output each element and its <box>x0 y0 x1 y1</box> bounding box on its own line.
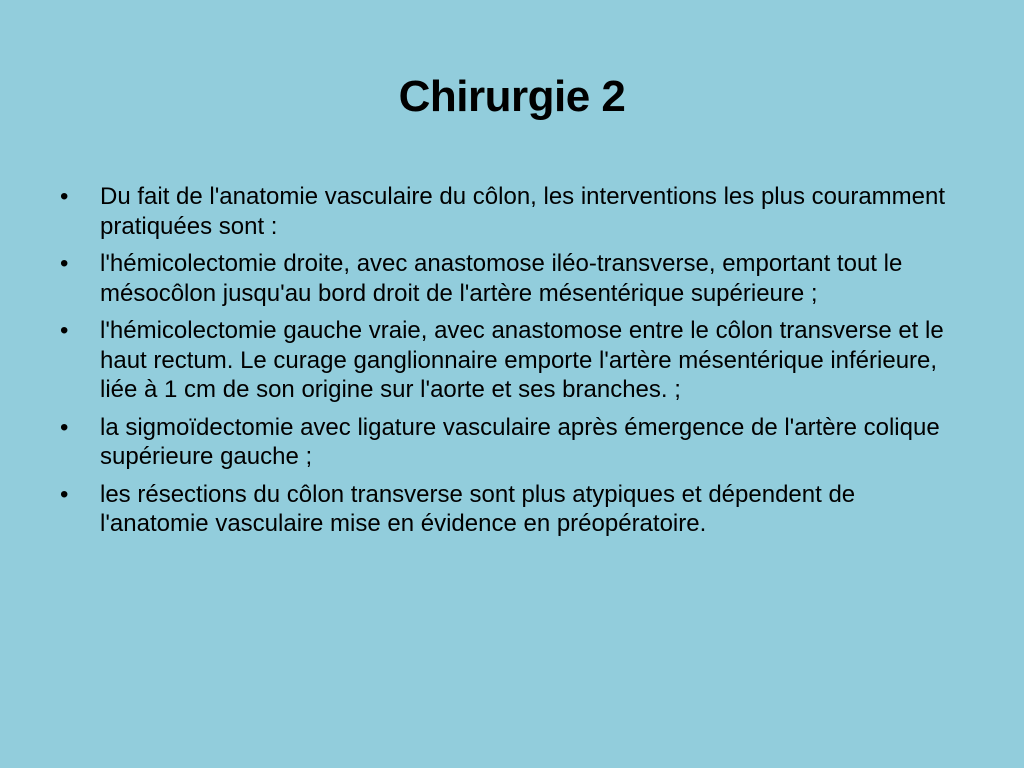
bullet-marker: • <box>60 413 69 441</box>
list-item <box>60 249 960 308</box>
bullet-marker: • <box>60 317 69 344</box>
bullet-text: la sigmoïdectomie avec ligature vasculaire après émergence de l'artère colique supérieure gauche ; <box>100 413 940 470</box>
bullet-text: Du fait de l'anatomie vasculaire du côlon, les interventions les plus couramment pratiquées sont : <box>100 183 946 240</box>
bullet-text: les résections du côlon transverse sont plus atypiques et dépendent de l'anatomie vasculaire mise en évidence en préopératoire. <box>100 480 856 537</box>
bullet-text: l'hémicolectomie gauche vraie, avec anastomose entre le côlon transverse et le haut rectum. Le curage ganglionnaire emporte l'artère mésentérique inférieure, liée à 1 cm de son origine sur l'aorte et ses branches. ; <box>100 317 944 403</box>
bullet-marker: • <box>60 480 69 508</box>
list-item <box>60 182 960 241</box>
bullet-list <box>60 182 960 547</box>
bullet-marker: • <box>60 183 69 210</box>
slide-title: Chirurgie 2 <box>398 72 626 121</box>
list-item <box>60 316 960 405</box>
list-item <box>60 480 960 539</box>
bullet-text: l'hémicolectomie droite, avec anastomose iléo-transverse, emportant tout le mésocôlon jusqu'au bord droit de l'artère mésentérique supérieure ; <box>100 250 903 307</box>
list-item <box>60 413 960 472</box>
bullet-marker: • <box>60 250 69 277</box>
